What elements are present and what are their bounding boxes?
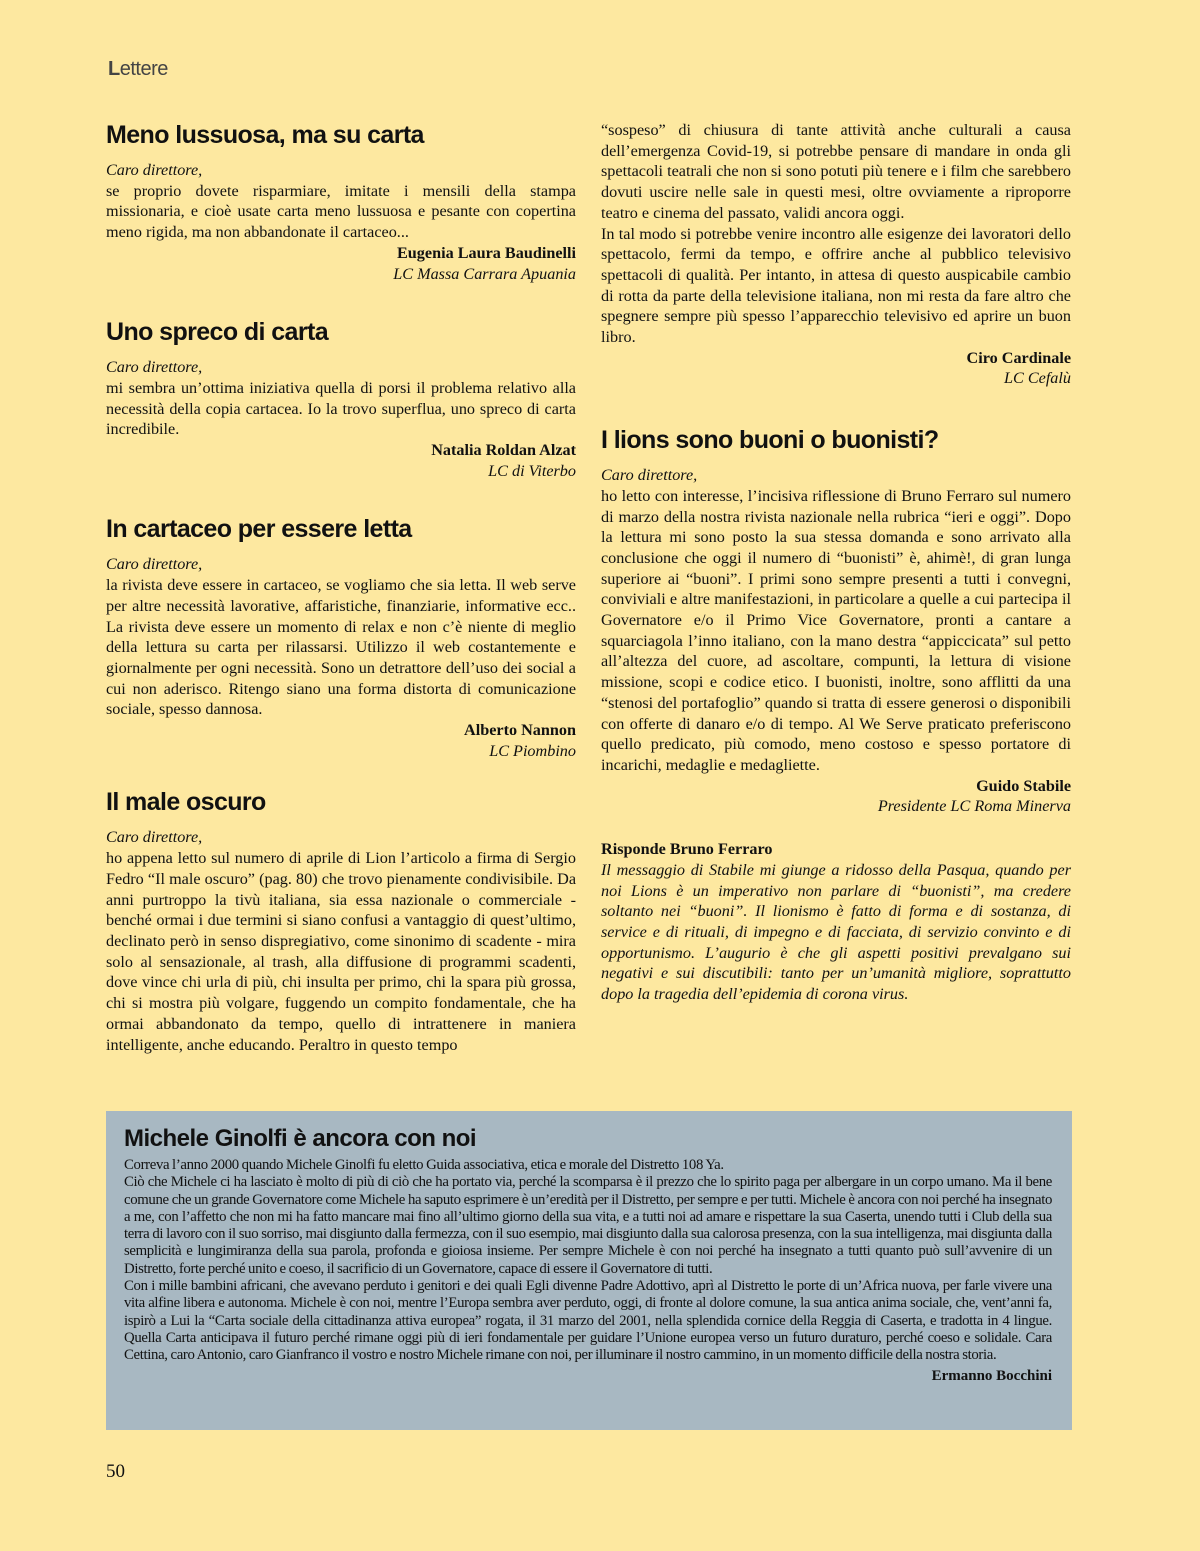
tribute-paragraph: Correva l’anno 2000 quando Michele Ginolfi fu eletto Guida associativa, etica e morale del Distretto 108 Ya. (124, 1157, 724, 1173)
letter-male-oscuro-continued (601, 120, 1071, 389)
letter-title: I lions sono buoni o buonisti? (601, 426, 939, 455)
continued-paragraph: In tal modo si potrebbe venire incontro alle esigenze dei lavoratori dello spettacolo, fermi da tempo, e offrire anche al pubblico televisivo spettacoli di qualità. Per intanto, in attesa di questo auspicabile cambio di rotta da parte della televisione italiana, non mi resta da fare altro che spegnere sempre più spesso l’apparecchio televisivo ed aprire un buon libro. (601, 224, 1071, 347)
letter-club: LC Piombino (489, 741, 576, 760)
letter-title: Meno lussuosa, ma su carta (106, 121, 424, 149)
letter-body: la rivista deve essere in cartaceo, se vogliamo che sia letta. Il web serve per altre necessità lavorative, affaristiche, finanziarie, informative ecc.. La rivista deve essere un momento di relax e non c’è niente di meglio della lettura su carta per rilassarsi. Utilizzo il web costantemente e giornalmente per ogni necessità. Sono un detrattore dell’uso dei social a cui non aderisco. Ritengo siano una forma distorta di comunicazione sociale, spesso dannosa. (106, 576, 576, 719)
letter-male-oscuro (106, 787, 576, 1055)
letter-greeting: Caro direttore, (601, 466, 698, 485)
letter-author: Natalia Roldan Alzat (431, 441, 576, 460)
letter-body: ho appena letto sul numero di aprile di Lion l’articolo a firma di Sergio Fedro “Il male oscuro” (pag. 80) che trovo pienamente condivisibile. Da anni purtroppo la tivù italiana, sia essa nazionale o commerciale - benché ormai i due termini si siano confusi a vantaggio di quest’ultimo, declinato però in senso dispregiativo, come sinonimo di scadente - mira solo al sensazionale, al trash, alla diffusione di programmi scadenti, dove vince chi urla di più, chi insulta per primo, chi la spara più grossa, chi si mostra più volgare, fuggendo un compito fondamentale, che ha ormai abbandonato da tempo, quello di intrattenere in maniera intelligente, anche educando. Peraltro in questo tempo (106, 849, 576, 1054)
tribute-box (106, 1111, 1072, 1430)
letter-body: mi sembra un’ottima iniziativa quella di porsi il problema relativo alla necessità della copia cartacea. Io la trovo superflua, uno spreco di carta incredibile. (106, 378, 576, 439)
letter-title: Uno spreco di carta (106, 318, 328, 347)
reply-body: Il messaggio di Stabile mi giunge a ridosso della Pasqua, quando per noi Lions è un imperativo non parlare di “buonisti”, ma credere soltanto nei “buoni”. Il lionismo è fatto di forma e di sostanza, di service e di rituali, di impegno e di facciata, di servizio convinto e di opportunismo. L’augurio è che gli aspetti positivi prevalgano sui negativi e sui discutibili: tanto per un’umanità migliore, soprattutto dopo la tragedia dell’epidemia di corona virus. (601, 860, 1071, 1004)
tribute-author: Ermanno Bocchini (931, 1367, 1052, 1384)
letter-body-continued (601, 120, 1071, 348)
letter-title: In cartaceo per essere letta (106, 515, 412, 544)
section-label (108, 58, 168, 81)
letter-greeting: Caro direttore, (106, 828, 203, 847)
reply-heading: Risponde Bruno Ferraro (601, 840, 773, 859)
letter-author: Alberto Nannon (464, 721, 576, 740)
right-column (601, 120, 1071, 1005)
tribute-title: Michele Ginolfi è ancora con noi (124, 1125, 477, 1152)
letter-lions-buoni (601, 425, 1071, 1005)
letter-body: se proprio dovete risparmiare, imitate i mensili della stampa missionaria, e cioè usate carta meno lussuosa e pesante con copertina meno rigida, ma non abbandonate il cartaceo... (106, 181, 576, 242)
letter-in-cartaceo (106, 514, 576, 761)
letter-greeting: Caro direttore, (106, 161, 203, 179)
letter-body: ho letto con interesse, l’incisiva riflessione di Bruno Ferraro sul numero di marzo della nostra rivista nazionale nella rubrica “ieri e oggi”. Dopo la lettura mi sono posto la sua stessa domanda e sono arrivato alla conclusione che oggi il numero di “buonisti” è, ahimè!, di gran lunga superiore ai “buoni”. I primi sono sempre presenti a tutti i convegni, conviviali e altre manifestazioni, in particolare a quelle a cui partecipa il Governatore e/o il Primo Vice Governatore, pronti a cantare a squarciagola l’inno italiano, con la mano destra “appiccicata” sul petto all’altezza del cuore, ad ascoltare, compunti, la lettura di visione missione, scopi e codice etico. I buonisti, inoltre, sono afflitti da una “stenosi del portafoglio” quando si tratta di essere generosi o disponibili con offerte di danaro e/o di tempo. Al We Serve praticato preferiscono quello predicato, più comodo, meno costoso e spesso portatore di incarichi, medaglie e medagliette. (601, 486, 1071, 774)
letter-club: LC di Viterbo (488, 461, 576, 480)
letter-club: LC Massa Carrara Apuania (393, 264, 576, 283)
letter-meno-lussuosa (106, 120, 576, 284)
letter-spreco-di-carta (106, 317, 576, 481)
letter-author: Eugenia Laura Baudinelli (396, 243, 576, 262)
letter-title: Il male oscuro (106, 788, 266, 817)
letter-club: Presidente LC Roma Minerva (877, 797, 1071, 816)
tribute-body (124, 1157, 1052, 1365)
letter-author: Ciro Cardinale (966, 348, 1071, 367)
letter-greeting: Caro direttore, (106, 358, 203, 377)
continued-paragraph: “sospeso” di chiusura di tante attività anche culturali a causa dell’emergenza Covid-19, si potrebbe pensare di mandare in onda gli spettacoli teatrali che non si sono potuti più tenere e i film che sarebbero dovuti uscire nelle sale in questi mesi, oltre ovviamente a riproporre teatro e cinema del passato, validi ancora oggi. (601, 121, 1071, 222)
section-label-rest: ettere (119, 58, 168, 80)
letter-greeting: Caro direttore, (106, 555, 203, 574)
section-label-initial: L (108, 58, 120, 80)
left-column (106, 120, 576, 1055)
letter-club: LC Cefalù (1003, 369, 1071, 388)
tribute-paragraph: Ciò che Michele ci ha lasciato è molto di più di ciò che ha portato via, perché la scomparsa è il prezzo che lo spirito paga per albergare in un corpo umano. Ma il bene comune che un grande Governatore come Michele ha saputo esprimere è un’eredità per il Distretto, per sempre e per tutti. Michele è ancora con noi perché ha insegnato a me, con l’affetto che non mi ha fatto mancare mai fino all’ultimo giorno della sua vita, e a tutti noi ad amare e rispettare la sua Caserta, unendo tutti i Club della sua terra di lavoro con il suo sorriso, mai disgiunto dalla fermezza, con il suo esempio, mai disgiunto dalla sua calorosa presenza, con la sua intelligenza, mai disgiunta dalla semplicità e lungimiranza della sua parola, profonda e gioiosa insieme. Per sempre Michele è con noi perché ha insegnato a tutti quanto può sull’avvenire di un Distretto, forte perché unito e coeso, il sacrificio di un Governatore, capace di essere il Governatore di tutti. (124, 1174, 1052, 1277)
letter-author: Guido Stabile (976, 776, 1071, 795)
tribute-paragraph: Con i mille bambini africani, che avevano perduto i genitori e dei quali Egli divenne Padre Adottivo, aprì al Distretto le porte di un’Africa nuova, per farle vivere una vita alfine libera e autonoma. Michele è con noi, mentre l’Europa sembra aver perduto, oggi, di fronte al dolore comune, la sua antica anima sociale, che, vent’anni fa, ispirò a Lui la “Carta sociale della cittadinanza attiva europea” rogata, il 31 marzo del 2001, nella splendida cornice della Reggia di Caserta, e tradotta in 4 lingue. Quella Carta anticipava il futuro perché rimane oggi più di ieri fondamentale per guidare l’Unione europea verso un futuro duraturo, perché coeso e solidale. Cara Cettina, caro Antonio, caro Gianfranco il vostro e nostro Michele rimane con noi, per illuminare il nostro cammino, in un momento difficile della nostra storia. (124, 1278, 1052, 1364)
page-number: 50 (106, 1461, 125, 1482)
